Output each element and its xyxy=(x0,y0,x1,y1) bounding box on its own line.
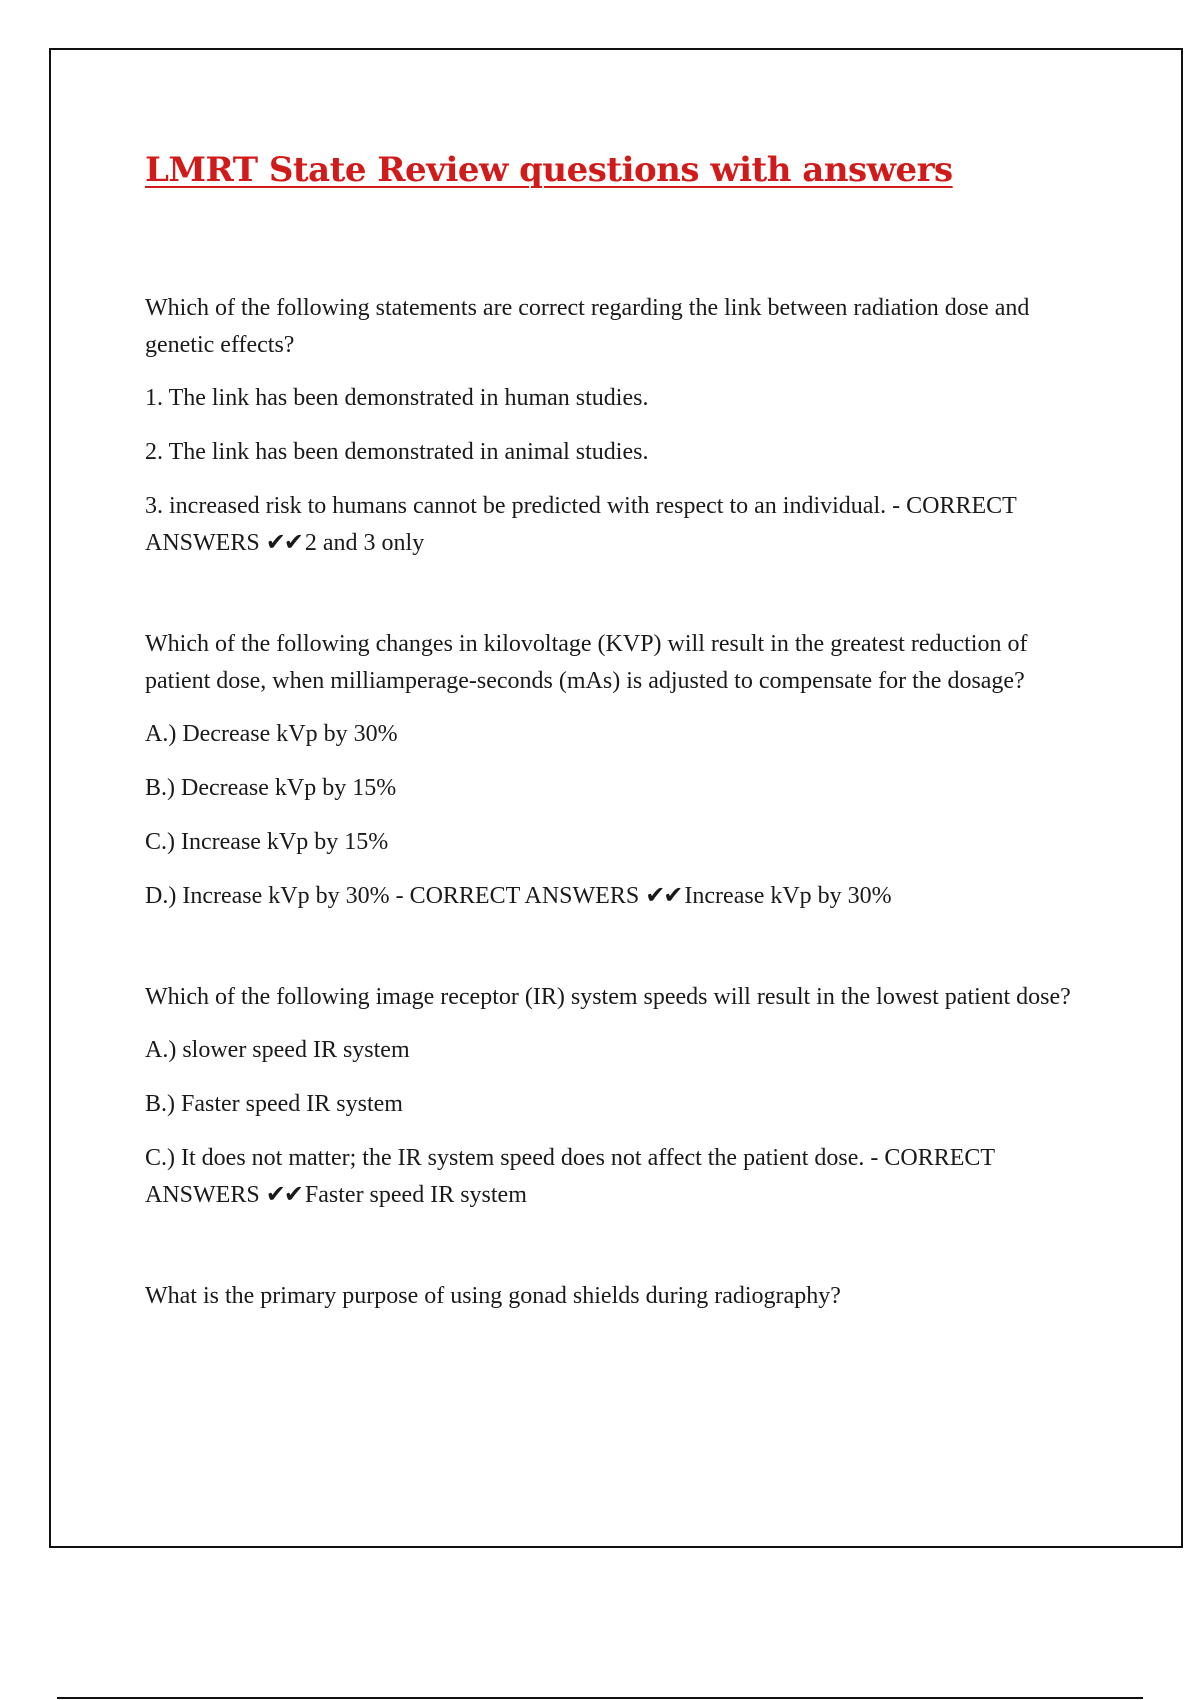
option-text: 3. increased risk to humans cannot be predicted with respect to an individual. - CORRECT ANSWERS xyxy=(145,493,1017,556)
check-mark-icon: ✔✔ xyxy=(645,883,682,909)
footer-divider xyxy=(57,1697,1143,1699)
option-with-answer xyxy=(145,1140,1080,1214)
option: B.) Faster speed IR system xyxy=(145,1091,403,1117)
document-title: LMRT State Review questions with answers xyxy=(145,150,953,190)
option-with-answer xyxy=(145,488,1080,562)
option-with-answer xyxy=(145,878,1080,915)
option: B.) Decrease kVp by 15% xyxy=(145,775,397,801)
question-text: What is the primary purpose of using gonad shields during radiography? xyxy=(145,1283,841,1309)
option: A.) Decrease kVp by 30% xyxy=(145,721,398,747)
question-4 xyxy=(145,1278,1080,1315)
question-text: Which of the following changes in kilovoltage (KVP) will result in the greatest reduction of patient dose, when milliamperage-seconds (mAs) is adjusted to compensate for the dosage? xyxy=(145,631,1028,694)
option: C.) Increase kVp by 15% xyxy=(145,829,389,855)
question-2 xyxy=(145,626,1080,915)
option: A.) slower speed IR system xyxy=(145,1037,410,1063)
question-text: Which of the following image receptor (IR) system speeds will result in the lowest patient dose? xyxy=(145,984,1071,1010)
correct-answer: 2 and 3 only xyxy=(304,530,425,556)
question-1 xyxy=(145,290,1080,562)
option: 2. The link has been demonstrated in animal studies. xyxy=(145,439,649,465)
option-text: D.) Increase kVp by 30% - CORRECT ANSWERS xyxy=(145,883,640,909)
questions-list xyxy=(145,290,1080,1379)
option: 1. The link has been demonstrated in human studies. xyxy=(145,385,649,411)
check-mark-icon: ✔✔ xyxy=(265,530,302,556)
check-mark-icon: ✔✔ xyxy=(265,1182,302,1208)
correct-answer: Faster speed IR system xyxy=(304,1182,527,1208)
question-3 xyxy=(145,979,1080,1214)
question-text: Which of the following statements are correct regarding the link between radiation dose and genetic effects? xyxy=(145,295,1030,358)
correct-answer: Increase kVp by 30% xyxy=(684,883,892,909)
option-text: C.) It does not matter; the IR system speed does not affect the patient dose. - CORRECT ANSWERS xyxy=(145,1145,995,1208)
